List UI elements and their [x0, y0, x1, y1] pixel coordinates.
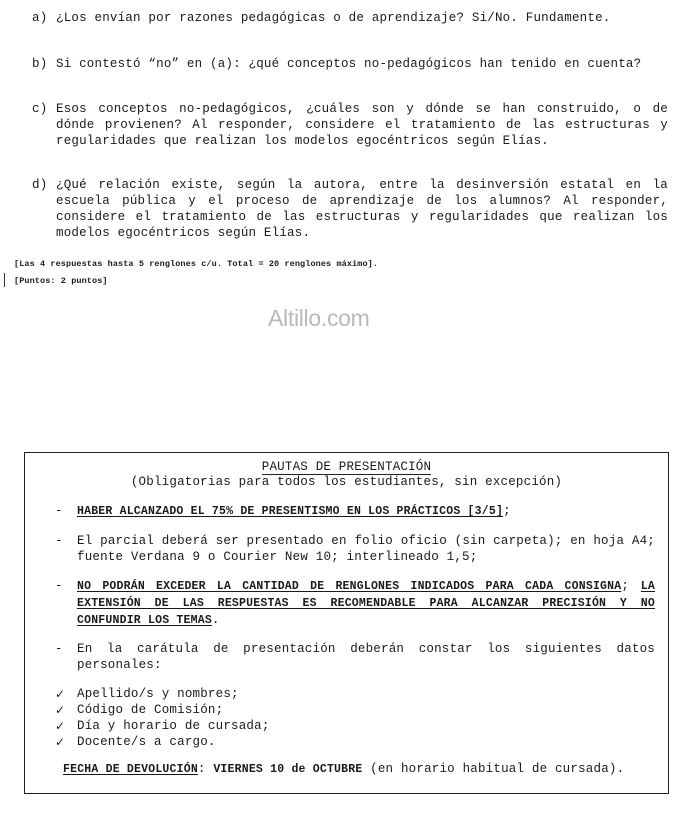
list-item: ✓ Código de Comisión;	[55, 703, 224, 717]
list-item: ✓ Docente/s a cargo.	[55, 735, 216, 749]
check-icon: ✓	[55, 719, 66, 733]
check-icon: ✓	[55, 687, 66, 701]
check-icon: ✓	[55, 735, 66, 749]
personal-data-list	[55, 686, 270, 750]
length-note: [Las 4 respuestas hasta 5 renglones c/u. Total = 20 renglones máximo].	[14, 259, 379, 269]
question-text: ¿Qué relación existe, según la autora, entre la desinversión estatal en la escuela pública y el proceso de aprendizaje de los alumnos? Al responder, considere el tratamiento de las estructuras y regularidades que realizan los modelos egocéntricos según Elías.	[56, 178, 668, 240]
question-a	[32, 10, 668, 26]
check-icon: ✓	[55, 703, 66, 717]
guideline-attendance: - HABER ALCANZADO EL 75% DE PRESENTISMO EN LOS PRÁCTICOS [3/5];	[55, 504, 511, 518]
format-requirement: El parcial deberá ser presentado en folio oficio (sin carpeta); en hoja A4; fuente Verdana 9 o Courier New 10; interlineado 1,5;	[77, 534, 655, 564]
guidelines-box	[24, 452, 669, 794]
length-recommendation: LA EXTENSIÓN DE LAS RESPUESTAS ES RECOMENDABLE PARA ALCANZAR PRECISIÓN Y NO CONFUNDIR LOS TEMAS	[77, 580, 655, 627]
question-b	[32, 56, 668, 72]
dash-marker: -	[55, 579, 63, 593]
question-d	[32, 177, 668, 241]
return-label: FECHA DE DEVOLUCIÓN	[63, 763, 198, 776]
guidelines-title: PAUTAS DE PRESENTACIÓN	[261, 460, 432, 474]
question-c	[32, 101, 668, 149]
guideline-format	[55, 533, 655, 565]
guidelines-subtitle: (Obligatorias para todos los estudiantes, sin excepción)	[130, 475, 563, 489]
dash-marker: -	[55, 642, 63, 656]
length-requirement: NO PODRÁN EXCEDER LA CANTIDAD DE RENGLONES INDICADOS PARA CADA CONSIGNA	[77, 580, 622, 593]
question-letter: b)	[32, 57, 48, 71]
list-item: ✓ Día y horario de cursada;	[55, 719, 270, 733]
return-date-line: FECHA DE DEVOLUCIÓN: VIERNES 10 de OCTUBRE (en horario habitual de cursada).	[63, 762, 625, 776]
question-text: ¿Los envían por razones pedagógicas o de aprendizaje? Si/No. Fundamente.	[56, 11, 611, 25]
points-note: [Puntos: 2 puntos]	[14, 276, 108, 286]
cover-requirement: En la carátula de presentación deberán constar los siguientes datos personales:	[77, 642, 655, 672]
dash-marker: -	[55, 534, 63, 548]
question-text: Esos conceptos no-pedagógicos, ¿cuáles son y dónde se han construido, o de dónde provienen? Al responder, considere el tratamiento de las estructuras y regularidades que realizan los modelos egocéntricos según Elías.	[56, 102, 668, 148]
attendance-requirement: HABER ALCANZADO EL 75% DE PRESENTISMO EN LOS PRÁCTICOS [3/5]	[77, 505, 504, 518]
guideline-length: - NO PODRÁN EXCEDER LA CANTIDAD DE RENGLONES INDICADOS PARA CADA CONSIGNA; LA EXTENSIÓN DE LAS RESPUESTAS ES RECOMENDABLE PARA ALCANZAR PRECISIÓN Y NO CONFUNDIR LOS TEMAS.	[55, 579, 655, 627]
watermark: Altillo.com	[268, 305, 370, 331]
question-text: Si contestó “no” en (a): ¿qué conceptos no-pedagógicos han tenido en cuenta?	[56, 57, 642, 71]
question-letter: d)	[32, 178, 48, 192]
list-item: ✓ Apellido/s y nombres;	[55, 687, 239, 701]
guideline-cover	[55, 641, 655, 673]
return-date: VIERNES 10 de OCTUBRE	[213, 763, 363, 776]
dash-marker: -	[55, 504, 63, 518]
margin-mark	[4, 273, 5, 287]
question-letter: c)	[32, 102, 48, 116]
question-letter: a)	[32, 11, 48, 25]
